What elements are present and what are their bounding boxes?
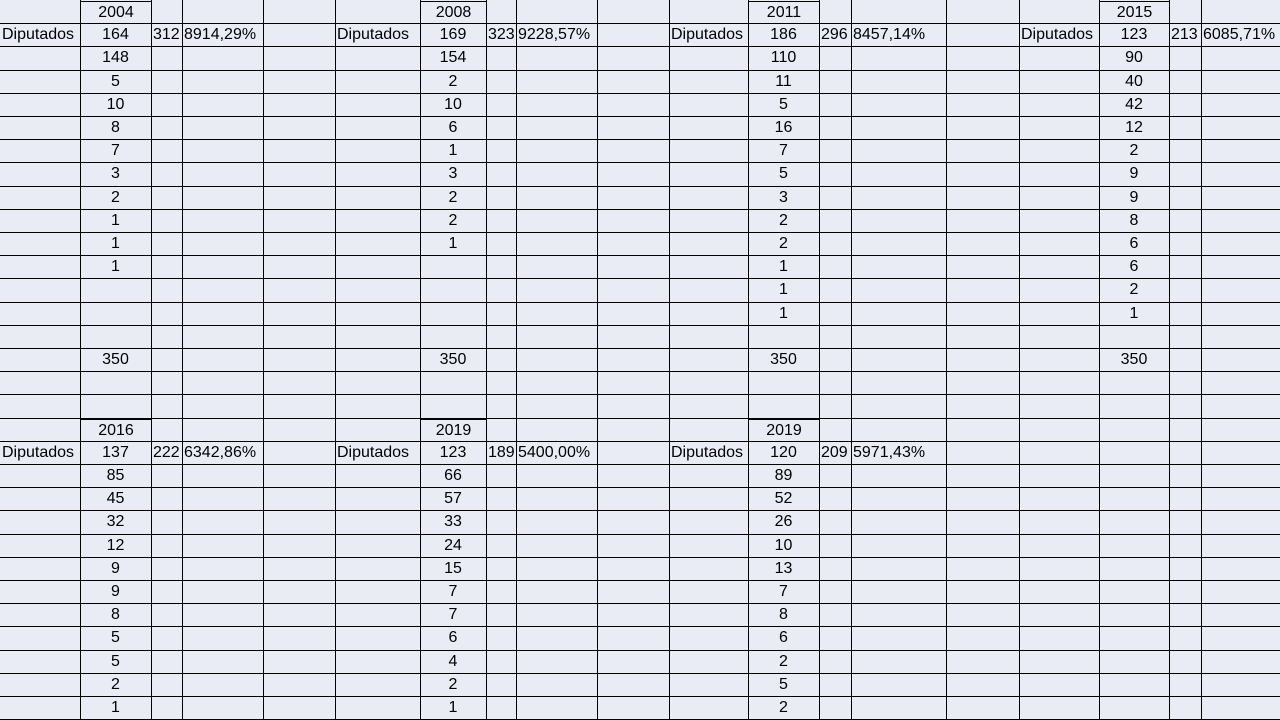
party-seat-cell[interactable]: 12	[1125, 119, 1143, 136]
grid-column-line	[597, 0, 598, 720]
percentage-value[interactable]: 5400,00%	[518, 443, 591, 461]
party-seat-cell[interactable]: 2	[448, 675, 458, 693]
party-seat-cell[interactable]: 148	[102, 49, 129, 67]
party-seat-cell[interactable]: 16	[774, 119, 793, 136]
seats-value[interactable]: 296	[821, 26, 848, 44]
party-seat-cell[interactable]: 1	[448, 235, 458, 252]
party-seat-cell[interactable]	[748, 325, 819, 348]
party-seat-cell[interactable]: 2	[779, 211, 788, 229]
party-seat-cell[interactable]	[420, 278, 486, 301]
grid-row-line	[0, 580, 1280, 581]
party-seat-cell[interactable]: 2	[779, 652, 788, 670]
party-seat-cell[interactable]: 5	[111, 629, 120, 647]
party-seat-cell[interactable]	[80, 302, 151, 325]
party-seat-cell[interactable]: 1	[779, 304, 788, 322]
party-seat-cell[interactable]: 7	[111, 142, 120, 160]
party-seat-cell[interactable]: 2	[111, 188, 120, 206]
party-seat-cell[interactable]: 1	[111, 235, 120, 252]
party-seat-cell[interactable]: 4	[448, 652, 458, 670]
diputados-value[interactable]: 123	[1120, 26, 1148, 44]
total-seats-cell[interactable]: 350	[439, 351, 467, 368]
grid-row-line	[0, 371, 1280, 372]
party-seat-cell[interactable]: 10	[106, 95, 125, 113]
party-seat-cell[interactable]: 15	[444, 559, 462, 577]
party-seat-cell[interactable]: 6	[448, 629, 458, 647]
year-header[interactable]: 2015	[1099, 1, 1170, 24]
row-label-diputados[interactable]: Diputados	[1021, 26, 1094, 44]
grid-column-line	[819, 0, 820, 720]
diputados-value[interactable]: 137	[102, 443, 129, 461]
party-seat-cell[interactable]: 2	[448, 72, 458, 90]
percentage-value[interactable]: 8457,14%	[853, 26, 926, 44]
party-seat-cell[interactable]: 2	[1129, 281, 1139, 299]
year-header[interactable]: 2004	[80, 1, 152, 24]
party-seat-cell[interactable]: 3	[448, 165, 458, 183]
grid-row-line	[0, 394, 1280, 395]
party-seat-cell[interactable]: 2	[111, 675, 120, 693]
grid-column-line	[335, 0, 336, 720]
party-seat-cell[interactable]: 10	[774, 536, 793, 554]
party-seat-cell[interactable]: 5	[111, 652, 120, 670]
party-seat-cell[interactable]	[1099, 325, 1169, 348]
party-seat-cell[interactable]	[420, 255, 486, 278]
party-seat-cell[interactable]: 42	[1125, 95, 1143, 113]
grid-row-line	[0, 186, 1280, 187]
seats-value[interactable]: 213	[1171, 26, 1198, 44]
grid-column-line	[182, 0, 183, 720]
party-seat-cell[interactable]: 8	[111, 606, 120, 624]
party-seat-cell[interactable]: 7	[448, 583, 458, 600]
party-seat-cell[interactable]: 3	[779, 188, 788, 206]
party-seat-cell[interactable]: 45	[106, 490, 125, 508]
party-seat-cell[interactable]: 5	[779, 675, 788, 693]
grid-column-line	[946, 0, 947, 720]
year-header[interactable]: 2019	[748, 419, 820, 442]
party-seat-cell[interactable]: 66	[444, 467, 462, 484]
party-seat-cell[interactable]: 1	[1129, 304, 1139, 322]
party-seat-cell[interactable]: 12	[106, 536, 125, 554]
party-seat-cell[interactable]: 57	[444, 490, 462, 508]
grid-row-line	[0, 278, 1280, 279]
party-seat-cell[interactable]: 52	[774, 490, 793, 508]
party-seat-cell[interactable]: 24	[444, 536, 462, 554]
party-seat-cell[interactable]: 2	[779, 699, 788, 716]
party-seat-cell[interactable]	[420, 302, 486, 325]
year-header[interactable]: 2011	[748, 1, 820, 24]
seats-value[interactable]: 209	[821, 443, 848, 461]
party-seat-cell[interactable]: 9	[111, 583, 120, 600]
grid-row-line	[0, 464, 1280, 465]
party-seat-cell[interactable]: 5	[779, 95, 788, 113]
party-seat-cell[interactable]: 9	[1129, 188, 1139, 206]
row-label-diputados[interactable]: Diputados	[337, 443, 410, 461]
party-seat-cell[interactable]: 2	[779, 235, 788, 252]
party-seat-cell[interactable]: 6	[779, 629, 788, 647]
grid-row-line	[0, 232, 1280, 233]
party-seat-cell[interactable]: 1	[111, 258, 120, 276]
grid-row-line	[0, 70, 1280, 71]
party-seat-cell[interactable]: 3	[111, 165, 120, 183]
grid-column-line	[669, 0, 670, 720]
party-seat-cell[interactable]: 154	[439, 49, 467, 67]
party-seat-cell[interactable]: 1	[448, 142, 458, 160]
grid-row-line	[0, 255, 1280, 256]
percentage-value[interactable]: 5971,43%	[853, 443, 926, 461]
grid-row-line	[0, 418, 1280, 419]
party-seat-cell[interactable]: 1	[111, 211, 120, 229]
grid-row-line	[0, 603, 1280, 604]
grid-column-line	[263, 0, 264, 720]
total-seats-cell[interactable]: 350	[1120, 351, 1148, 368]
party-seat-cell[interactable]: 7	[448, 606, 458, 624]
diputados-value[interactable]: 169	[439, 26, 467, 44]
grid-row-line	[0, 626, 1280, 627]
diputados-value[interactable]: 120	[770, 443, 797, 461]
grid-row-line	[0, 209, 1280, 210]
grid-row-line	[0, 46, 1280, 47]
party-seat-cell[interactable]: 1	[779, 281, 788, 299]
grid-column-line	[1201, 0, 1202, 720]
grid-column-line	[1169, 0, 1170, 720]
diputados-value[interactable]: 164	[102, 26, 129, 44]
year-header[interactable]: 2019	[420, 419, 487, 442]
percentage-value[interactable]: 6342,86%	[184, 443, 257, 461]
grid-row-line	[0, 673, 1280, 674]
party-seat-cell[interactable]	[80, 278, 151, 301]
row-label-diputados[interactable]: Diputados	[2, 26, 75, 44]
party-seat-cell[interactable]: 7	[779, 142, 788, 160]
party-seat-cell[interactable]: 5	[111, 72, 120, 90]
party-seat-cell[interactable]: 13	[774, 559, 793, 577]
party-seat-cell[interactable]: 33	[444, 513, 462, 531]
grid-column-line	[851, 0, 852, 720]
seats-value[interactable]: 323	[488, 26, 515, 44]
grid-row-line	[0, 162, 1280, 163]
percentage-value[interactable]: 8914,29%	[184, 26, 257, 44]
diputados-value[interactable]: 123	[439, 443, 467, 461]
party-seat-cell[interactable]: 40	[1125, 72, 1143, 90]
grid-column-line	[486, 0, 487, 720]
grid-row-line	[0, 487, 1280, 488]
party-seat-cell[interactable]: 26	[774, 513, 793, 531]
seats-value[interactable]: 312	[153, 26, 180, 44]
party-seat-cell[interactable]: 1	[779, 258, 788, 276]
party-seat-cell[interactable]: 6	[1129, 258, 1139, 276]
grid-column-line	[516, 0, 517, 720]
row-label-diputados[interactable]: Diputados	[2, 443, 75, 461]
grid-row-line	[0, 139, 1280, 140]
row-label-diputados[interactable]: Diputados	[671, 443, 744, 461]
party-seat-cell[interactable]: 2	[448, 188, 458, 206]
grid-row-line	[0, 510, 1280, 511]
party-seat-cell[interactable]: 2	[1129, 142, 1139, 160]
diputados-value[interactable]: 186	[770, 26, 797, 44]
party-seat-cell[interactable]	[80, 325, 151, 348]
party-seat-cell[interactable]: 6	[448, 119, 458, 136]
party-seat-cell[interactable]: 85	[106, 467, 125, 484]
party-seat-cell[interactable]: 7	[779, 583, 788, 600]
grid-row-line	[0, 557, 1280, 558]
grid-row-line	[0, 534, 1280, 535]
grid-row-line	[0, 116, 1280, 117]
grid-row-line	[0, 302, 1280, 303]
party-seat-cell[interactable]: 32	[106, 513, 125, 531]
party-seat-cell[interactable]: 8	[1129, 211, 1139, 229]
party-seat-cell[interactable]: 5	[779, 165, 788, 183]
year-header[interactable]: 2016	[80, 419, 152, 442]
party-seat-cell[interactable]: 8	[779, 606, 788, 624]
seats-value[interactable]: 222	[153, 443, 180, 461]
party-seat-cell[interactable]: 2	[448, 211, 458, 229]
party-seat-cell[interactable]: 9	[1129, 165, 1139, 183]
party-seat-cell[interactable]: 90	[1125, 49, 1143, 67]
party-seat-cell[interactable]: 1	[448, 699, 458, 716]
party-seat-cell[interactable]	[420, 325, 486, 348]
row-label-diputados[interactable]: Diputados	[337, 26, 410, 44]
party-seat-cell[interactable]: 11	[775, 72, 792, 90]
grid-row-line	[0, 650, 1280, 651]
grid-row-line	[0, 93, 1280, 94]
party-seat-cell[interactable]: 8	[111, 119, 120, 136]
grid-row-line	[0, 696, 1280, 697]
seats-value[interactable]: 189	[488, 443, 515, 461]
party-seat-cell[interactable]: 89	[774, 467, 793, 484]
party-seat-cell[interactable]: 1	[111, 699, 120, 716]
party-seat-cell[interactable]: 6	[1129, 235, 1139, 252]
grid-row-line	[0, 348, 1280, 349]
year-header[interactable]: 2008	[420, 1, 487, 24]
party-seat-cell[interactable]: 10	[444, 95, 462, 113]
grid-row-line	[0, 325, 1280, 326]
total-seats-cell[interactable]: 350	[102, 351, 129, 368]
percentage-value[interactable]: 6085,71%	[1203, 26, 1276, 44]
row-label-diputados[interactable]: Diputados	[671, 26, 744, 44]
grid-column-line	[151, 0, 152, 720]
party-seat-cell[interactable]: 110	[770, 49, 797, 67]
party-seat-cell[interactable]: 9	[111, 559, 120, 577]
total-seats-cell[interactable]: 350	[770, 351, 797, 368]
grid-column-line	[1019, 0, 1020, 720]
percentage-value[interactable]: 9228,57%	[518, 26, 591, 44]
